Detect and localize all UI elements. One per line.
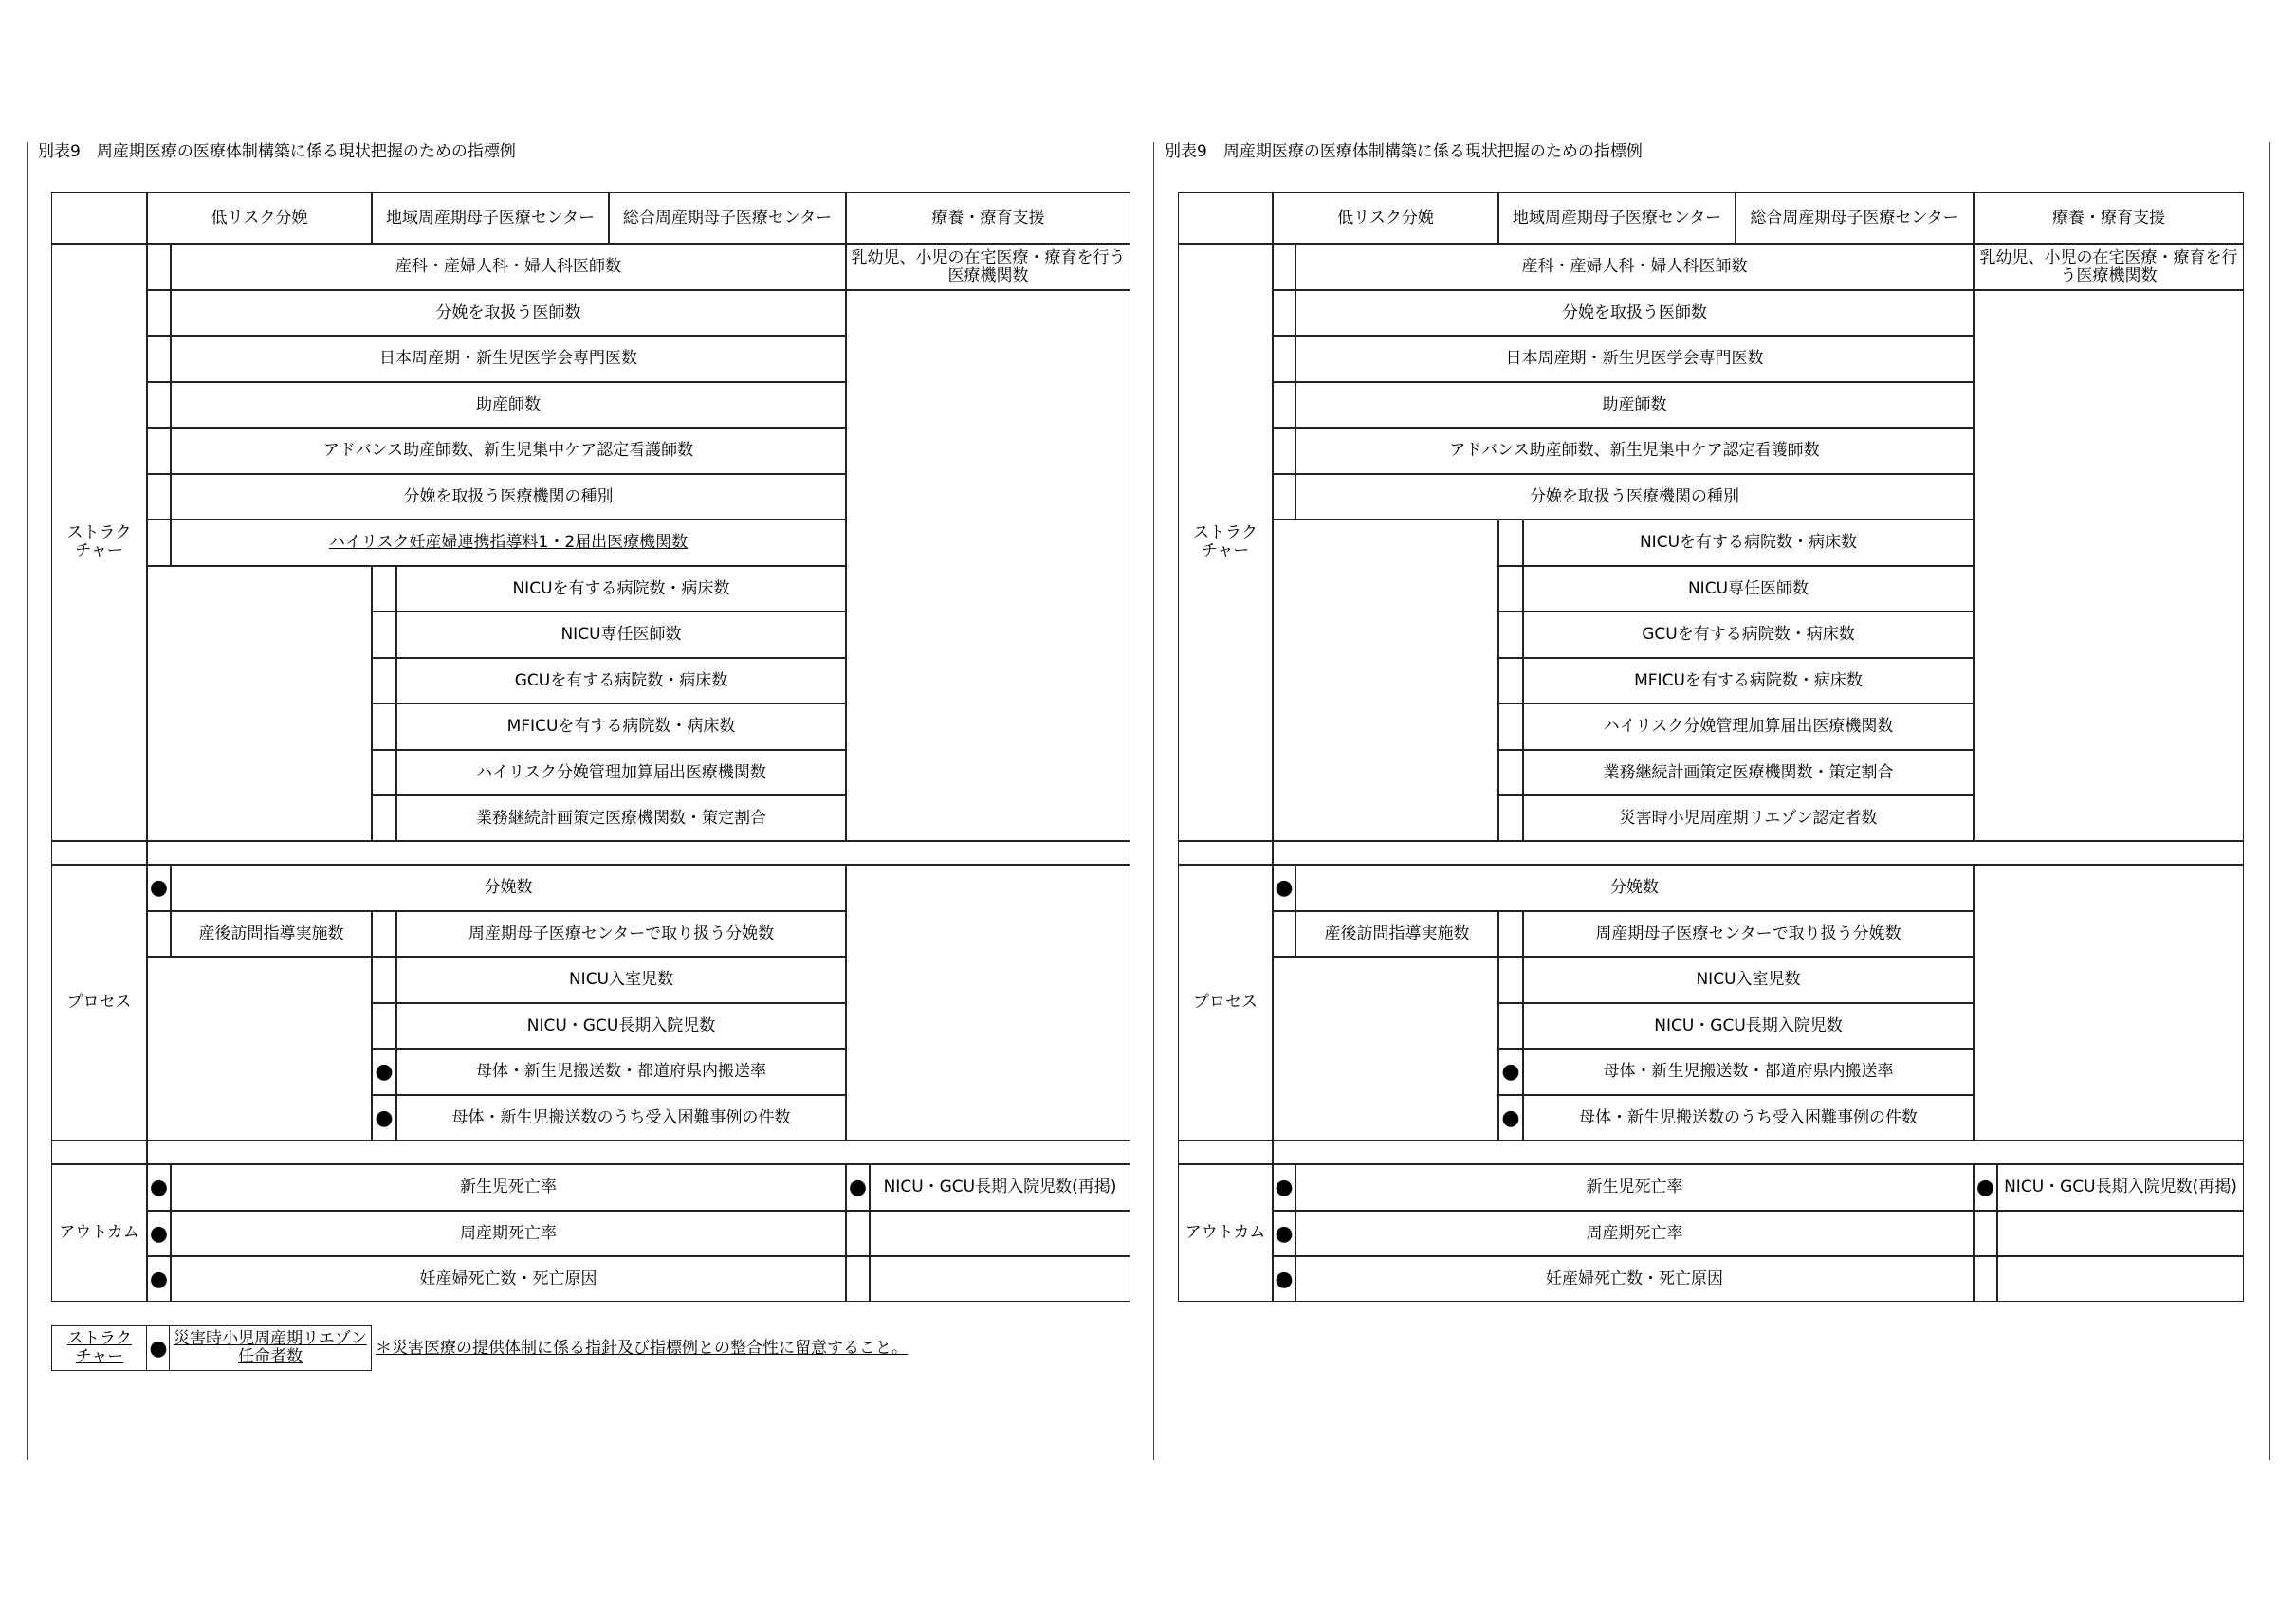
- left-header-support: 療養・療育支援: [846, 192, 1130, 244]
- footnote-item: 災害時小児周産期リエゾン任命者数: [169, 1325, 372, 1371]
- left-structure-item-1: 分娩を取扱う医師数: [171, 290, 846, 336]
- left-structure-bullet-col: [147, 290, 171, 336]
- right-structure-center-bullet-col: [1498, 750, 1523, 795]
- left-process-lowrisk-blank: [147, 957, 372, 1141]
- right-support-outcome-bullet: ●: [1974, 1164, 1997, 1211]
- left-spacer-left-2: [51, 1141, 147, 1164]
- left-process-item-0: 分娩数: [171, 865, 846, 911]
- right-structure-item-4: アドバンス助産師数、新生児集中ケア認定看護師数: [1295, 428, 1974, 474]
- left-structure-item-8: NICU専任医師数: [396, 612, 846, 658]
- right-support-item: 乳幼児、小児の在宅医療・療育を行う医療機関数: [1974, 244, 2244, 290]
- right-process-center-bullet-2: [1498, 911, 1523, 957]
- left-section-outcome: アウトカム: [51, 1164, 147, 1302]
- right-structure-item-13: 災害時小児周産期リエゾン認定者数: [1523, 795, 1974, 841]
- left-structure-bullet-col: [147, 336, 171, 382]
- right-process-item-0: 分娩数: [1295, 865, 1974, 911]
- right-header-regional-center: 地域周産期母子医療センター: [1498, 192, 1736, 244]
- left-header-regional-center: 地域周産期母子医療センター: [372, 192, 609, 244]
- left-outcome-item-1: 周産期死亡率: [171, 1211, 846, 1256]
- right-section-process: プロセス: [1178, 865, 1273, 1141]
- left-structure-item-4: アドバンス助産師数、新生児集中ケア認定看護師数: [171, 428, 846, 474]
- right-structure-item-12: 業務継続計画策定医療機関数・策定割合: [1523, 750, 1974, 795]
- right-section-outcome: アウトカム: [1178, 1164, 1273, 1302]
- right-structure-item-2: 日本周産期・新生児医学会専門医数: [1295, 336, 1974, 382]
- left-support-outcome-blank-1: [870, 1211, 1130, 1256]
- page-title-left: 別表9 周産期医療の医療体制構築に係る現状把握のための指標例: [38, 142, 516, 161]
- right-spacer-right-1: [1273, 841, 2244, 865]
- right-process-center-bullet-6: ●: [1498, 1095, 1523, 1141]
- right-outcome-bullet-2: ●: [1273, 1256, 1295, 1302]
- right-process-center-bullet-5: ●: [1498, 1049, 1523, 1095]
- left-structure-center-bullet-col: [372, 795, 396, 841]
- left-process-center-bullet-6: ●: [372, 1095, 396, 1141]
- left-section-process: プロセス: [51, 865, 147, 1141]
- right-spacer-right-2: [1273, 1141, 2244, 1164]
- right-structure-item-0: 産科・産婦人科・婦人科医師数: [1295, 244, 1974, 290]
- right-process-lowrisk-blank: [1273, 957, 1498, 1141]
- right-process-item-1: 産後訪問指導実施数: [1295, 911, 1498, 957]
- right-support-blank-process: [1974, 865, 2244, 1141]
- right-structure-center-bullet-col: [1498, 795, 1523, 841]
- right-structure-item-10: MFICUを有する病院数・病床数: [1523, 658, 1974, 703]
- left-section-structure: ストラク チャー: [51, 244, 147, 841]
- right-process-bullet-1: [1273, 911, 1295, 957]
- right-structure-item-11: ハイリスク分娩管理加算届出医療機関数: [1523, 703, 1974, 750]
- right-structure-center-bullet-col: [1498, 566, 1523, 612]
- left-header-blank: [51, 192, 147, 244]
- left-structure-item-5: 分娩を取扱う医療機関の種別: [171, 474, 846, 520]
- left-process-item-5: 母体・新生児搬送数・都道府県内搬送率: [396, 1049, 846, 1095]
- left-process-center-bullet-3: [372, 957, 396, 1003]
- left-process-item-6: 母体・新生児搬送数のうち受入困難事例の件数: [396, 1095, 846, 1141]
- right-support-blank-structure: [1974, 290, 2244, 841]
- right-structure-bullet-col: [1273, 244, 1295, 290]
- left-process-item-2: 周産期母子医療センターで取り扱う分娩数: [396, 911, 846, 957]
- right-structure-item-8: NICU専任医師数: [1523, 566, 1974, 612]
- right-structure-lowrisk-blank: [1273, 520, 1498, 841]
- left-process-item-3: NICU入室児数: [396, 957, 846, 1003]
- left-outcome-item-2: 妊産婦死亡数・死亡原因: [171, 1256, 846, 1302]
- left-process-item-4: NICU・GCU長期入院児数: [396, 1003, 846, 1049]
- right-support-outcome-blank-1: [1997, 1211, 2244, 1256]
- left-header-low-risk: 低リスク分娩: [147, 192, 372, 244]
- left-structure-center-bullet-col: [372, 566, 396, 612]
- left-spacer-right-2: [147, 1141, 1130, 1164]
- left-structure-bullet-col: [147, 244, 171, 290]
- right-structure-center-bullet-col: [1498, 520, 1523, 566]
- left-support-outcome-bullet-blank-2: [846, 1256, 870, 1302]
- left-structure-center-bullet-col: [372, 612, 396, 658]
- left-process-center-bullet-5: ●: [372, 1049, 396, 1095]
- left-header-general-center: 総合周産期母子医療センター: [609, 192, 846, 244]
- footnote-section-label: ストラク チャー: [51, 1325, 148, 1371]
- right-spacer-left-2: [1178, 1141, 1273, 1164]
- right-header-blank: [1178, 192, 1273, 244]
- right-structure-item-5: 分娩を取扱う医療機関の種別: [1295, 474, 1974, 520]
- footnote-note: ＊災害医療の提供体制に係る指針及び指標例との整合性に留意すること。: [376, 1339, 908, 1358]
- left-structure-item-12: 業務継続計画策定医療機関数・策定割合: [396, 795, 846, 841]
- right-outcome-item-2: 妊産婦死亡数・死亡原因: [1295, 1256, 1974, 1302]
- right-header-support: 療養・療育支援: [1974, 192, 2244, 244]
- left-structure-lowrisk-blank: [147, 566, 372, 841]
- right-structure-item-7: NICUを有する病院数・病床数: [1523, 520, 1974, 566]
- left-structure-bullet-col: [147, 474, 171, 520]
- right-structure-bullet-col: [1273, 382, 1295, 428]
- right-process-bullet-0: ●: [1273, 865, 1295, 911]
- left-process-item-1: 産後訪問指導実施数: [171, 911, 372, 957]
- right-support-outcome-bullet-blank-2: [1974, 1256, 1997, 1302]
- right-header-general-center: 総合周産期母子医療センター: [1736, 192, 1974, 244]
- right-header-low-risk: 低リスク分娩: [1273, 192, 1498, 244]
- center-fold-line: [1153, 142, 1154, 1460]
- left-structure-item-3: 助産師数: [171, 382, 846, 428]
- right-structure-item-1: 分娩を取扱う医師数: [1295, 290, 1974, 336]
- left-outcome-item-0: 新生児死亡率: [171, 1164, 846, 1211]
- left-process-center-bullet-2: [372, 911, 396, 957]
- left-structure-center-bullet-col: [372, 750, 396, 795]
- right-process-item-3: NICU入室児数: [1523, 957, 1974, 1003]
- right-process-center-bullet-4: [1498, 1003, 1523, 1049]
- right-process-item-5: 母体・新生児搬送数・都道府県内搬送率: [1523, 1049, 1974, 1095]
- footnote-bullet: ●: [146, 1325, 171, 1371]
- left-structure-bullet-col: [147, 382, 171, 428]
- left-structure-item-11: ハイリスク分娩管理加算届出医療機関数: [396, 750, 846, 795]
- left-structure-bullet-col: [147, 428, 171, 474]
- left-structure-item-7: NICUを有する病院数・病床数: [396, 566, 846, 612]
- right-structure-bullet-col: [1273, 428, 1295, 474]
- left-support-item: 乳幼児、小児の在宅医療・療育を行う医療機関数: [846, 244, 1130, 290]
- right-outcome-item-1: 周産期死亡率: [1295, 1211, 1974, 1256]
- right-structure-center-bullet-col: [1498, 612, 1523, 658]
- left-margin-line: [27, 142, 28, 1460]
- left-structure-bullet-col: [147, 520, 171, 566]
- left-spacer-left-1: [51, 841, 147, 865]
- left-outcome-bullet-0: ●: [147, 1164, 171, 1211]
- left-process-bullet-0: ●: [147, 865, 171, 911]
- left-support-blank-structure: [846, 290, 1130, 841]
- right-margin-line: [2269, 142, 2270, 1460]
- left-support-outcome-item: NICU・GCU長期入院児数(再掲): [870, 1164, 1130, 1211]
- right-structure-bullet-col: [1273, 290, 1295, 336]
- right-structure-bullet-col: [1273, 474, 1295, 520]
- left-structure-center-bullet-col: [372, 658, 396, 703]
- right-spacer-left-1: [1178, 841, 1273, 865]
- page-title-right: 別表9 周産期医療の医療体制構築に係る現状把握のための指標例: [1165, 142, 1643, 161]
- right-section-structure: ストラク チャー: [1178, 244, 1273, 841]
- left-structure-item-0: 産科・産婦人科・婦人科医師数: [171, 244, 846, 290]
- left-structure-item-6: ハイリスク妊産婦連携指導料1・2届出医療機関数: [171, 520, 846, 566]
- left-support-outcome-bullet-blank-1: [846, 1211, 870, 1256]
- left-structure-center-bullet-col: [372, 703, 396, 750]
- right-structure-center-bullet-col: [1498, 703, 1523, 750]
- right-process-item-2: 周産期母子医療センターで取り扱う分娩数: [1523, 911, 1974, 957]
- right-structure-center-bullet-col: [1498, 658, 1523, 703]
- right-structure-item-3: 助産師数: [1295, 382, 1974, 428]
- left-structure-item-9: GCUを有する病院数・病床数: [396, 658, 846, 703]
- right-outcome-item-0: 新生児死亡率: [1295, 1164, 1974, 1211]
- right-support-outcome-item: NICU・GCU長期入院児数(再掲): [1997, 1164, 2244, 1211]
- left-spacer-right-1: [147, 841, 1130, 865]
- left-support-blank-process: [846, 865, 1130, 1141]
- left-support-outcome-blank-2: [870, 1256, 1130, 1302]
- right-support-outcome-bullet-blank-1: [1974, 1211, 1997, 1256]
- right-process-center-bullet-3: [1498, 957, 1523, 1003]
- left-support-outcome-bullet: ●: [846, 1164, 870, 1211]
- right-support-outcome-blank-2: [1997, 1256, 2244, 1302]
- right-process-item-4: NICU・GCU長期入院児数: [1523, 1003, 1974, 1049]
- left-outcome-bullet-1: ●: [147, 1211, 171, 1256]
- left-process-center-bullet-4: [372, 1003, 396, 1049]
- left-outcome-bullet-2: ●: [147, 1256, 171, 1302]
- right-structure-bullet-col: [1273, 336, 1295, 382]
- right-outcome-bullet-0: ●: [1273, 1164, 1295, 1211]
- right-structure-item-9: GCUを有する病院数・病床数: [1523, 612, 1974, 658]
- left-structure-item-2: 日本周産期・新生児医学会専門医数: [171, 336, 846, 382]
- left-structure-item-10: MFICUを有する病院数・病床数: [396, 703, 846, 750]
- left-process-bullet-1: [147, 911, 171, 957]
- right-process-item-6: 母体・新生児搬送数のうち受入困難事例の件数: [1523, 1095, 1974, 1141]
- right-outcome-bullet-1: ●: [1273, 1211, 1295, 1256]
